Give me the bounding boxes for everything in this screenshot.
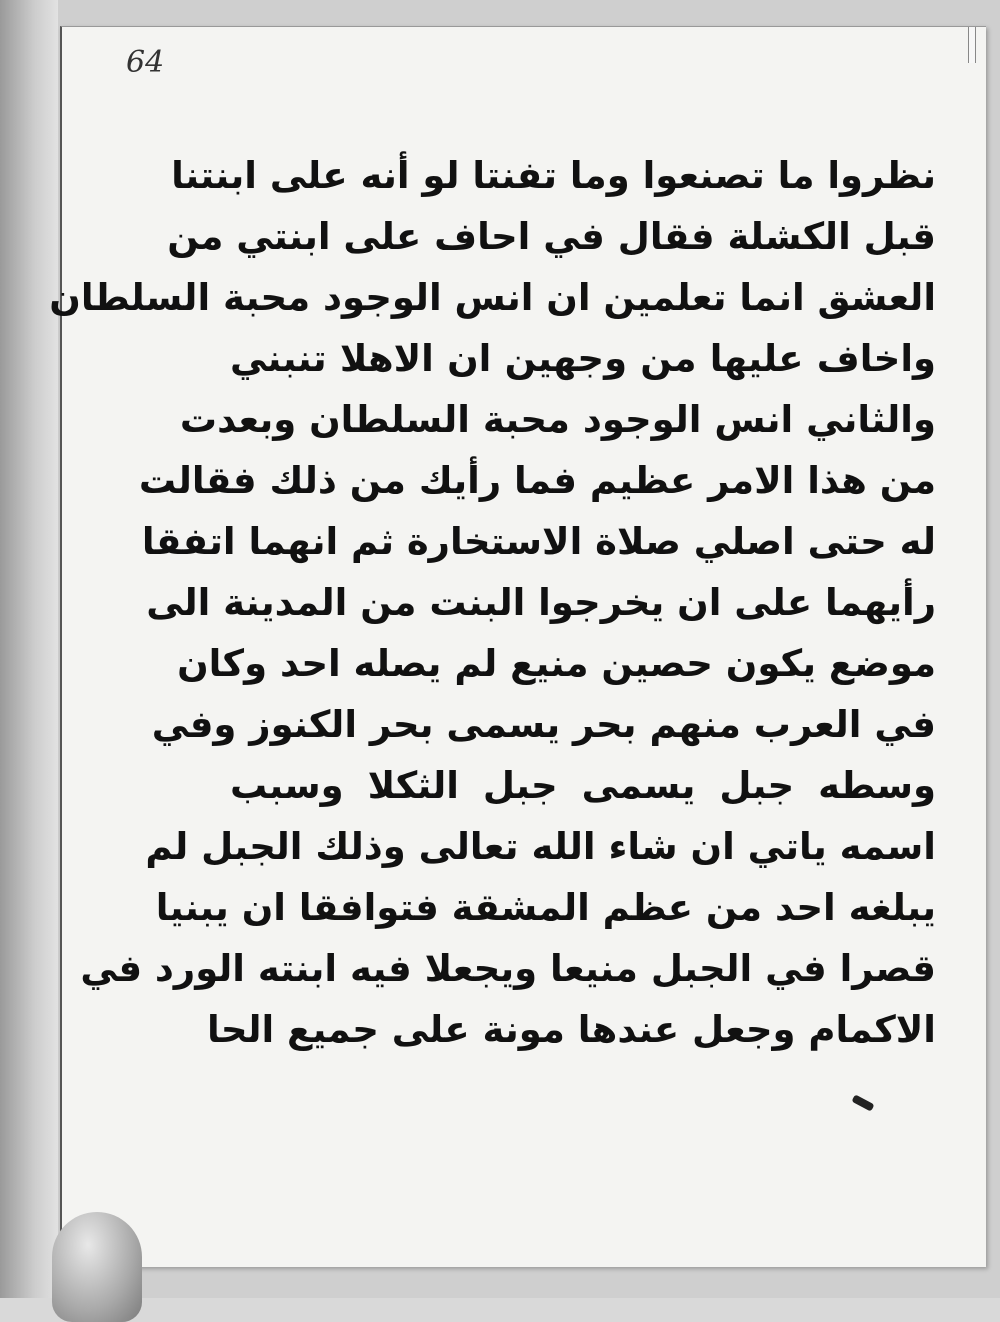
text-line-9: موضع يكون حصين منيع لم يصله احد وكان bbox=[177, 642, 936, 685]
text-line-3: العشق انما تعلمين ان انس الوجود محبة السلطان bbox=[49, 276, 936, 319]
text-line-4: واخاف عليها من وجهين ان الاهلا تنبني bbox=[230, 337, 936, 380]
text-line-10: في العرب منهم بحر يسمى بحر الكنوز وفي bbox=[151, 703, 936, 746]
book-binding bbox=[0, 0, 58, 1298]
text-line-5: والثاني انس الوجود محبة السلطان وبعدت bbox=[179, 398, 936, 441]
text-line-2: قبل الكشلة فقال في احاف على ابنتي من bbox=[167, 215, 936, 258]
text-line-14: قصرا في الجبل منيعا ويجعلا فيه ابنته الورد في bbox=[80, 947, 936, 990]
holding-thumb bbox=[52, 1212, 142, 1322]
text-line-15: الاكمام وجعل عندها مونة على جميع الحا bbox=[207, 1008, 936, 1051]
text-line-13: يبلغه احد من عظم المشقة فتوافقا ان يبنيا bbox=[155, 886, 936, 929]
text-line-7: له حتى اصلي صلاة الاستخارة ثم انهما اتفقا bbox=[141, 520, 936, 563]
text-line-1: نظروا ما تصنعوا وما تفنتا لو أنه على ابنتنا bbox=[171, 154, 936, 197]
text-line-11: وسطه جبل يسمى جبل الثكلا وسبب bbox=[230, 764, 936, 807]
text-line-12: اسمه ياتي ان شاء الله تعالى وذلك الجبل لم bbox=[145, 825, 936, 868]
manuscript-page bbox=[49, 26, 986, 1267]
text-line-6: من هذا الامر عظيم فما رأيك من ذلك فقالت bbox=[138, 459, 936, 502]
manuscript-text bbox=[49, 145, 936, 1060]
text-line-8: رأيهما على ان يخرجوا البنت من المدينة الى bbox=[146, 581, 936, 624]
ink-mark bbox=[851, 1094, 874, 1111]
page-edge bbox=[968, 27, 976, 63]
folio-number: 64 bbox=[126, 45, 165, 80]
